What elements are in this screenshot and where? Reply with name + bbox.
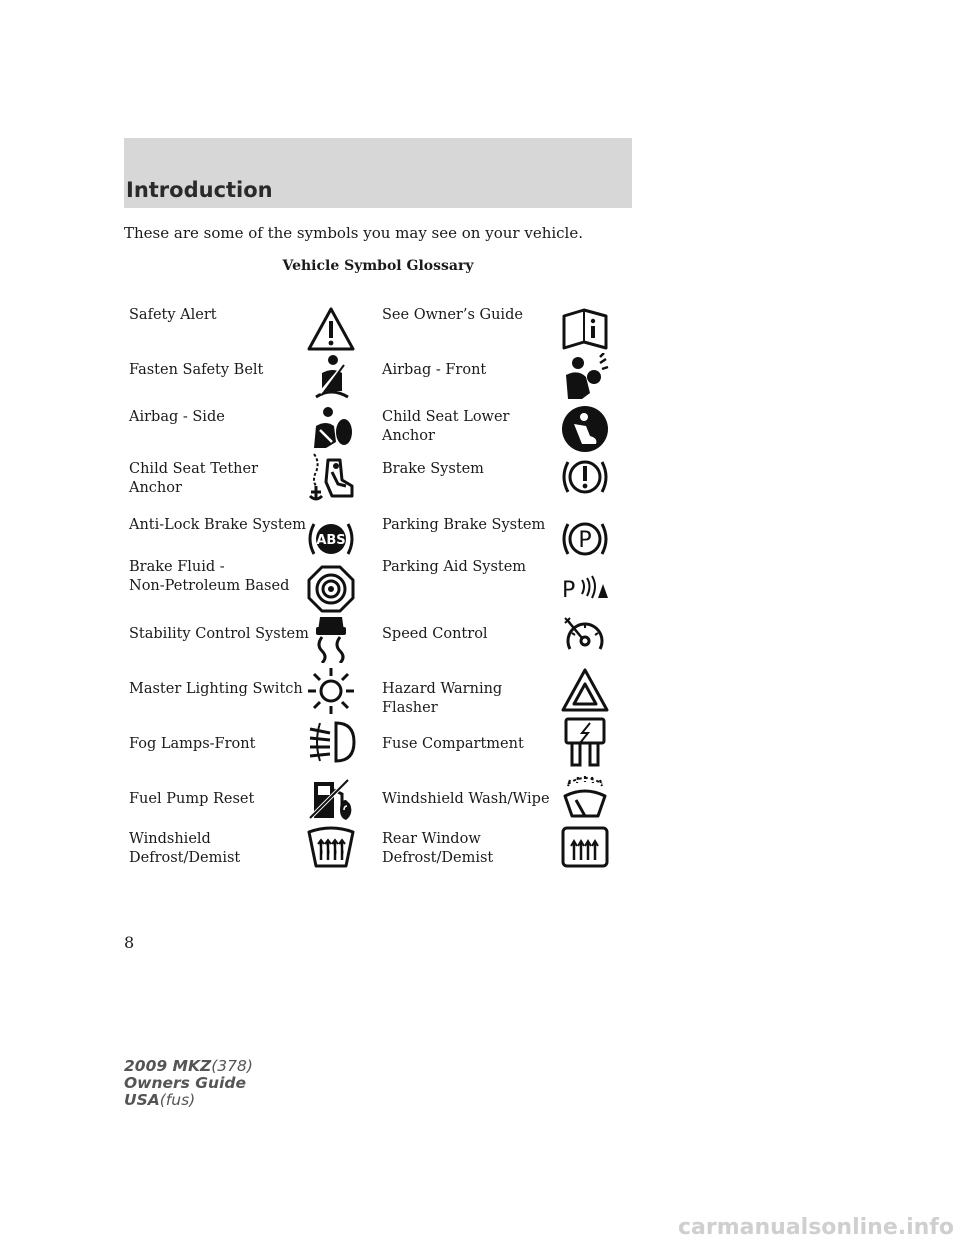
airbag-front-icon [560,353,610,403]
parking-aid-icon [560,564,610,614]
symbol-label: Rear Window Defrost/Demist [382,831,494,866]
intro-text: These are some of the symbols you may see on your vehicle. [124,224,583,242]
child-seat-tether-anchor-icon [306,452,356,502]
symbol-label: Master Lighting Switch [129,681,303,697]
symbol-label: Windshield Defrost/Demist [129,831,241,866]
symbol-label: Speed Control [382,626,488,642]
child-seat-lower-anchor-icon [560,404,610,454]
wash-wipe-icon [560,774,610,824]
seatbelt-icon [306,353,356,403]
symbol-label: Safety Alert [129,307,217,323]
section-title: Introduction [126,178,273,202]
symbol-label: Parking Aid System [382,559,527,575]
page-number: 8 [124,933,135,952]
hazard-flasher-icon [560,666,610,716]
warning-triangle-icon [306,304,356,354]
airbag-side-icon [306,404,356,454]
speed-control-icon [560,613,610,663]
rear-defrost-icon [560,822,610,872]
symbol-label: Fuel Pump Reset [129,791,255,807]
brake-fluid-icon [306,564,356,614]
watermark: carmanualsonline.info [678,1215,954,1240]
symbol-label: Fog Lamps-Front [129,736,256,752]
symbol-label: Airbag - Side [129,409,225,425]
fuse-icon [560,717,610,767]
fuel-pump-reset-icon [306,774,356,824]
footer-model-code: (378) [211,1057,253,1075]
brake-system-icon [560,452,610,502]
svg-text:P: P [578,528,592,553]
symbol-label: Fuse Compartment [382,736,524,752]
symbol-label: See Owner’s Guide [382,307,523,323]
fog-lamps-icon [306,717,356,767]
symbol-label: Brake System [382,461,484,477]
symbol-label: Brake Fluid - Non-Petroleum Based [129,559,290,594]
master-lighting-icon [306,666,356,716]
symbol-label: Hazard Warning Flasher [382,681,503,716]
parking-brake-icon [560,514,610,564]
symbol-label: Child Seat Tether Anchor [129,461,258,496]
glossary-title: Vehicle Symbol Glossary [282,258,474,274]
footer-doc: Owners Guide [124,1074,246,1092]
symbol-label: Stability Control System [129,626,309,642]
svg-text:P: P [562,578,576,603]
symbol-label: Anti-Lock Brake System [129,517,306,533]
abs-icon [306,514,356,564]
windshield-defrost-icon [306,822,356,872]
svg-text:ABS: ABS [316,533,346,548]
symbol-label: Child Seat Lower Anchor [382,409,510,444]
symbol-label: Parking Brake System [382,517,546,533]
stability-control-icon [306,613,356,663]
owners-guide-book-icon [560,304,610,354]
footer-model: 2009 MKZ [124,1057,212,1075]
symbol-label: Windshield Wash/Wipe [382,791,550,807]
footer [124,1058,253,1109]
footer-region: USA [124,1091,160,1109]
symbol-label: Fasten Safety Belt [129,362,264,378]
symbol-label: Airbag - Front [382,362,487,378]
footer-region-code: (fus) [159,1091,196,1109]
